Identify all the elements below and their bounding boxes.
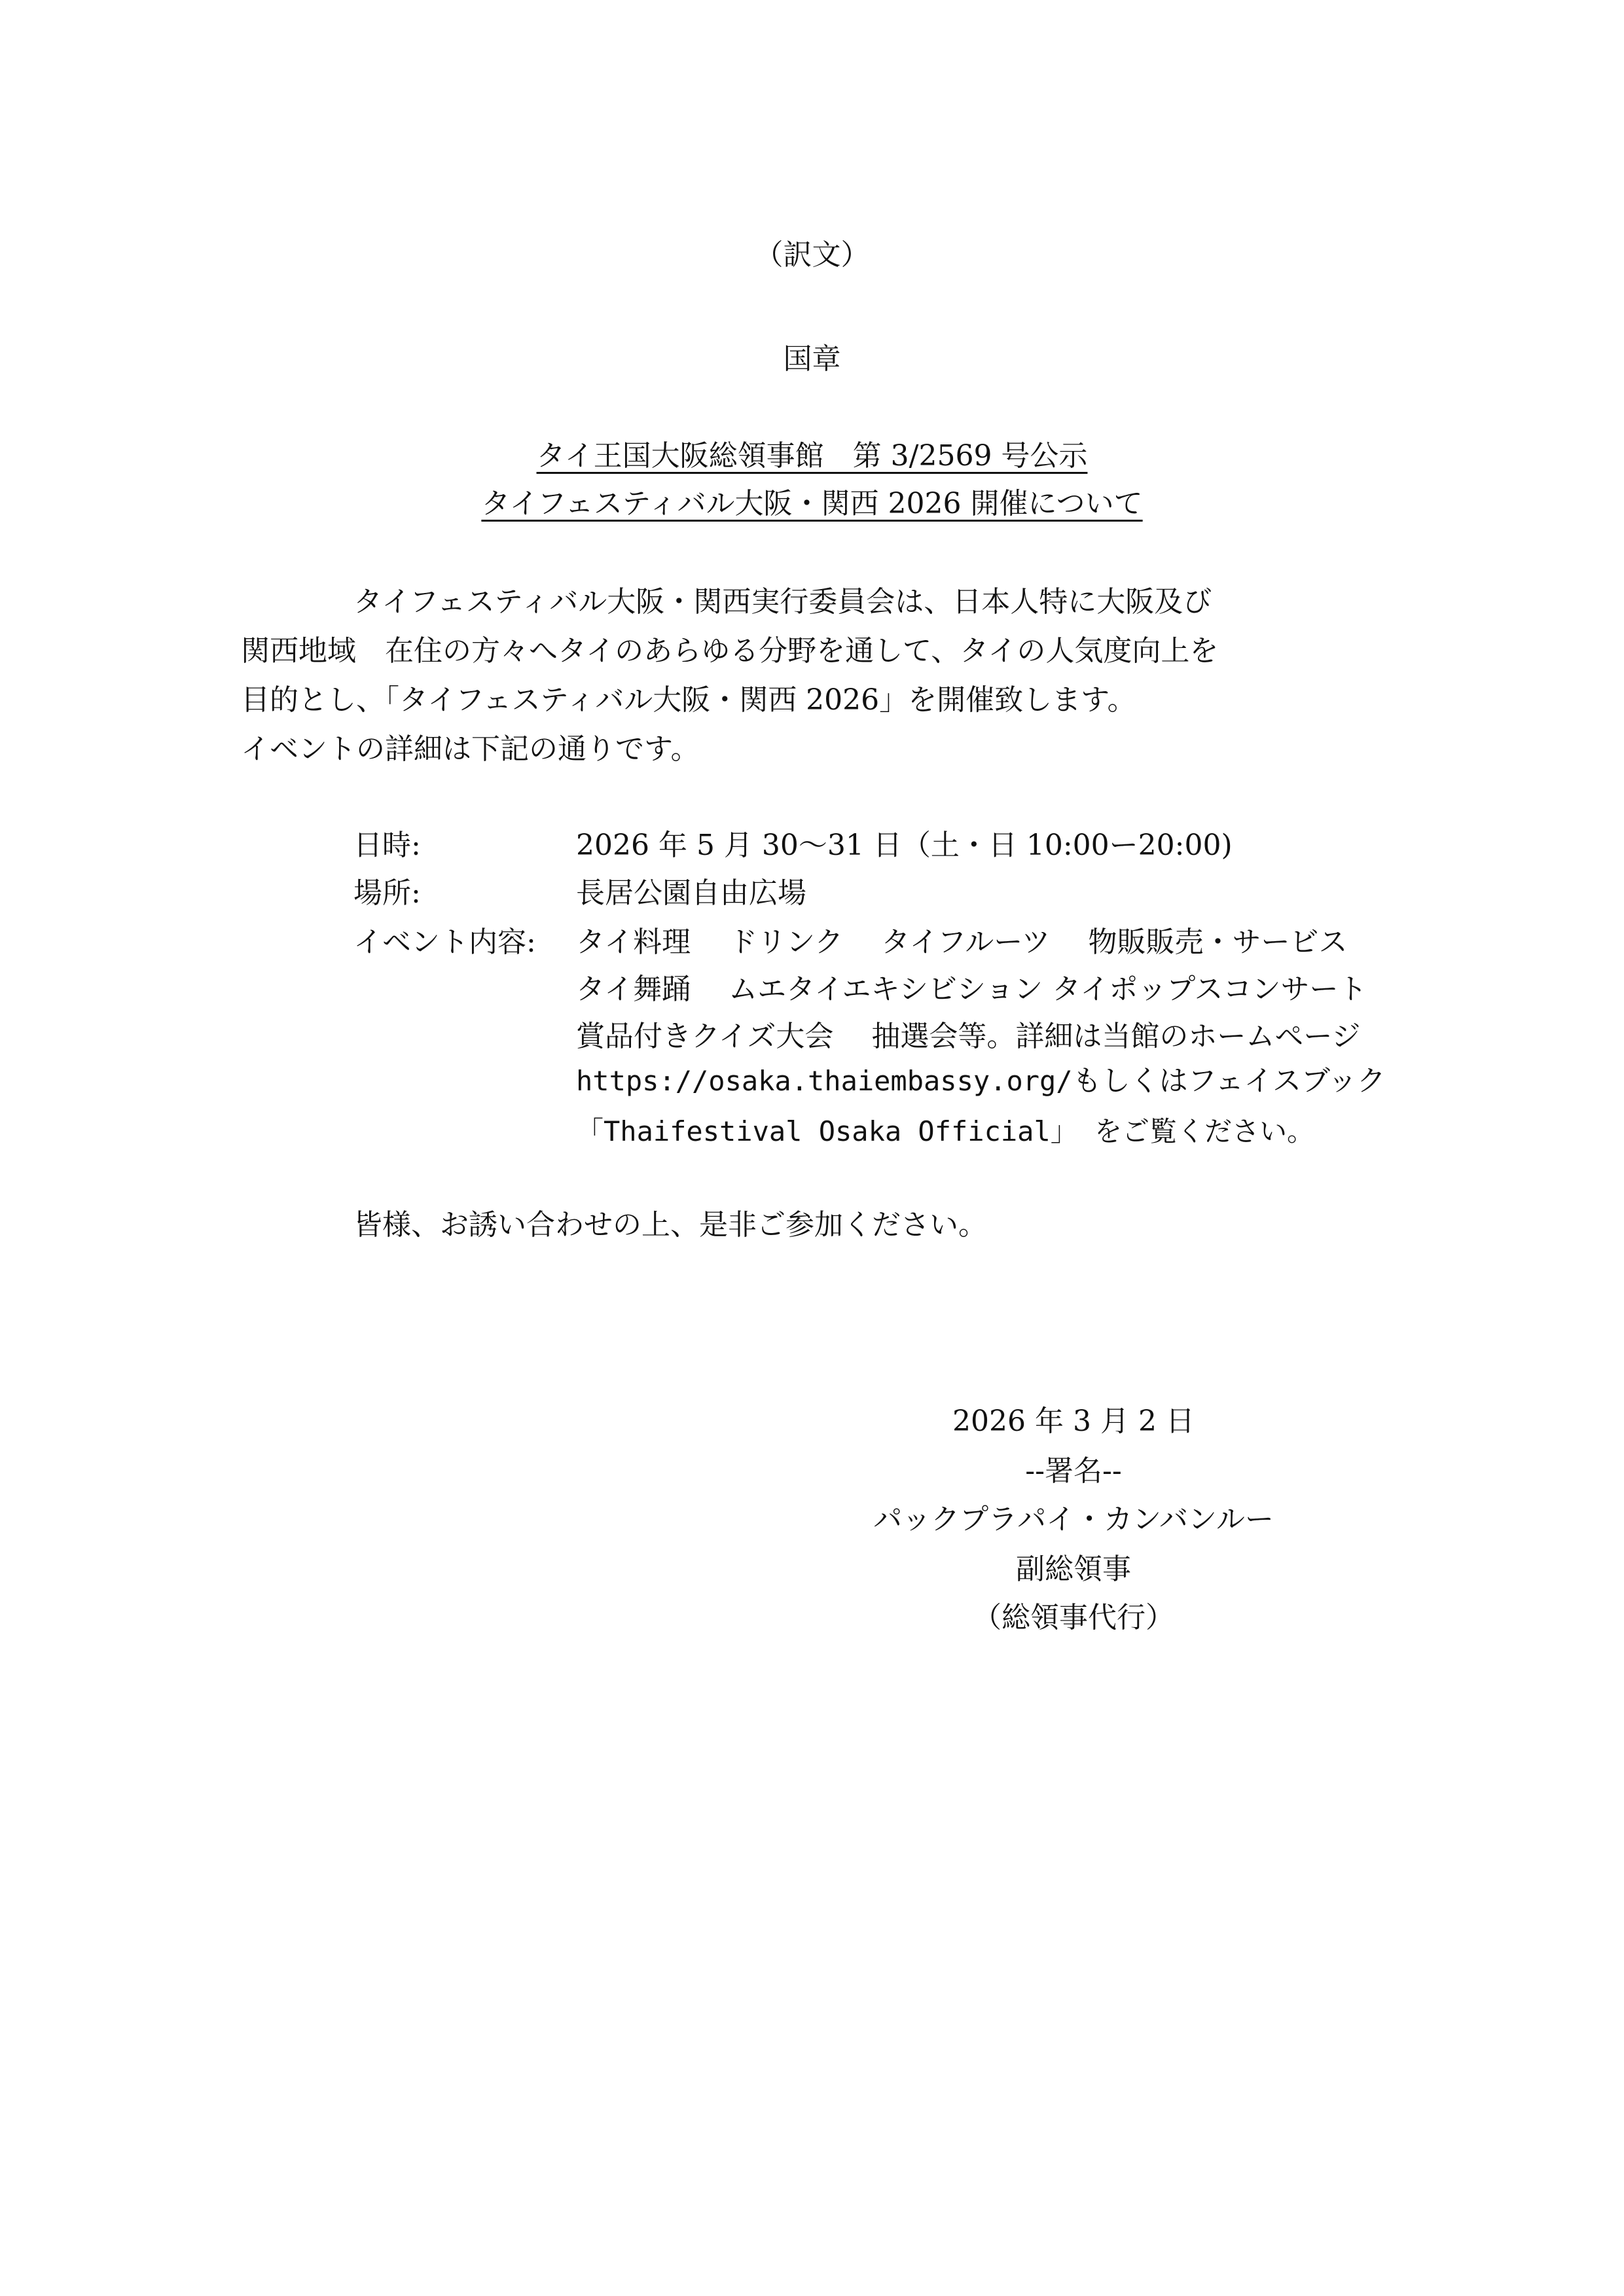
venue-label: 場所: (353, 876, 421, 910)
content-line-1: タイ料理 ドリンク タイフルーツ 物販販売・サービス (576, 925, 1348, 959)
paragraph-line-2: 関西地域 在住の方々へタイのあらゆる分野を通して、タイの人気度向上を (241, 634, 1219, 668)
signature-mark: --署名-- (1025, 1454, 1122, 1488)
notice-title-line2: タイフェスティバル大阪・関西 2026 開催について (481, 487, 1143, 520)
content-line-3: 賞品付きクイズ大会 抽選会等。詳細は当館のホームページ (576, 1020, 1361, 1053)
notice-title (0, 439, 1624, 473)
signatory-acting: （総領事代行） (973, 1601, 1174, 1634)
url-suffix: もしくはフェイスブック (1072, 1064, 1386, 1098)
emblem-placeholder: 国章 (783, 342, 841, 376)
content-line-4 (576, 1064, 1386, 1098)
signature-date: 2026 年 3 月 2 日 (952, 1405, 1195, 1438)
notice-title-line1: タイ王国大阪総領事館 第 3/2569 号公示 (536, 439, 1088, 473)
content-line-2: タイ舞踊 ムエタイエキシビション タイポップスコンサート (576, 973, 1367, 1006)
paragraph-line-1: タイフェスティバル大阪・関西実行委員会は、日本人特に大阪及び (353, 585, 1212, 619)
paragraph-line-3: 目的とし、「タイフェスティバル大阪・関西 2026」を開催致します。 (241, 683, 1136, 717)
venue-value: 長居公園自由広場 (576, 876, 806, 910)
paragraph-line-4: イベントの詳細は下記の通りです。 (241, 732, 700, 766)
notice-subtitle (0, 487, 1624, 520)
signatory-name: パックプラパイ・カンバンルー (873, 1503, 1274, 1536)
datetime-label: 日時: (353, 829, 421, 862)
closing-sentence: 皆様、お誘い合わせの上、是非ご参加ください。 (353, 1208, 987, 1242)
facebook-line: 「Thaifestival Osaka Official」 をご覧ください。 (576, 1115, 1315, 1147)
translation-mark: （訳文） (754, 238, 870, 272)
content-label: イベント内容: (353, 925, 536, 959)
datetime-value: 2026 年 5 月 30～31 日（土・日 10:00ー20:00) (576, 829, 1233, 862)
embassy-url-link[interactable]: https://osaka.thaiembassy.org/ (576, 1065, 1073, 1097)
signatory-position: 副総領事 (1016, 1552, 1131, 1586)
